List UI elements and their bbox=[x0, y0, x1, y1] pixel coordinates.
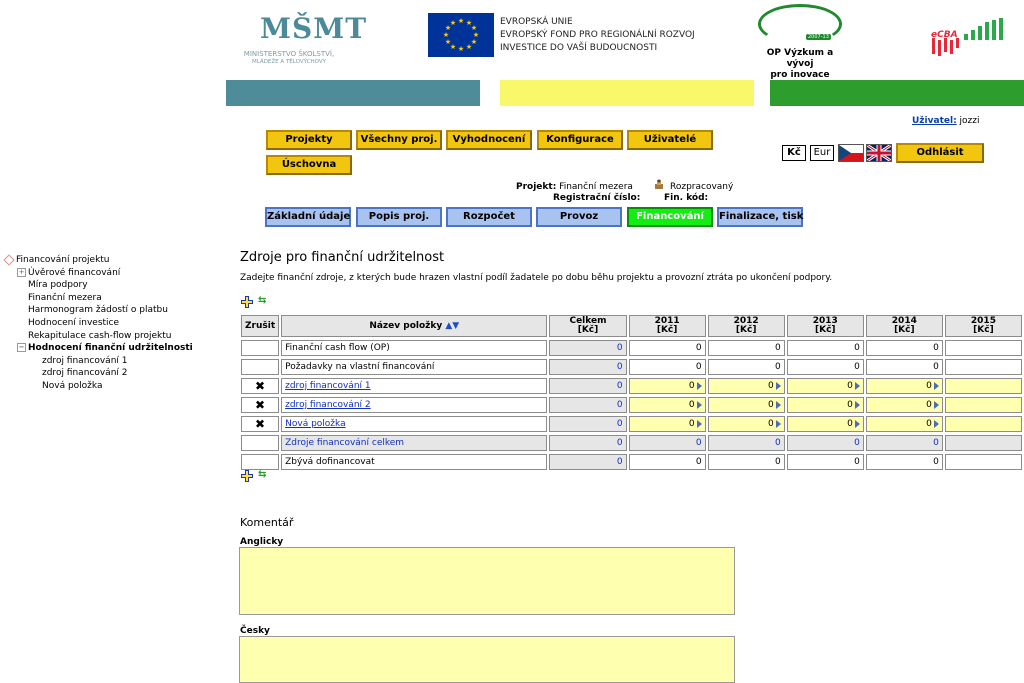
msmt-mark: MŠMT bbox=[260, 12, 368, 45]
year-value: 0 bbox=[688, 419, 695, 429]
tab-finalizace-tisk[interactable]: Finalizace, tisk bbox=[717, 207, 803, 227]
eu-flag-icon bbox=[428, 13, 494, 57]
tree-item-label: Rekapitulace cash-flow projektu bbox=[28, 330, 172, 341]
delete-cell bbox=[241, 340, 279, 356]
expand-arrow-icon[interactable] bbox=[855, 420, 860, 428]
uk-flag-icon[interactable] bbox=[866, 144, 892, 162]
svg-text:★: ★ bbox=[472, 31, 480, 39]
year-value: 0 bbox=[708, 435, 785, 451]
col-year-label: 2013 bbox=[812, 316, 838, 326]
year-value: 0 bbox=[767, 381, 774, 391]
col-unit: [Kč] bbox=[735, 325, 757, 335]
year-input[interactable] bbox=[866, 416, 943, 432]
col-year-header bbox=[866, 315, 943, 337]
col-year-label: 2014 bbox=[891, 316, 917, 326]
col-unit: [Kč] bbox=[577, 325, 599, 335]
tree-item-label: Nová položka bbox=[42, 380, 103, 391]
year-value: 0 bbox=[787, 454, 864, 470]
sort-arrows-icon[interactable]: ▲▼ bbox=[445, 320, 460, 331]
tree-item[interactable] bbox=[4, 279, 193, 292]
svg-text:★: ★ bbox=[465, 43, 473, 51]
tree-item[interactable] bbox=[4, 304, 193, 317]
english-comment-input[interactable] bbox=[239, 547, 735, 615]
tree-item[interactable] bbox=[4, 330, 193, 343]
expand-arrow-icon[interactable] bbox=[697, 420, 702, 428]
year-input[interactable] bbox=[787, 378, 864, 394]
delete-cell bbox=[241, 435, 279, 451]
expand-arrow-icon[interactable] bbox=[776, 401, 781, 409]
tree-item[interactable] bbox=[4, 292, 193, 305]
currency-eur-button[interactable]: Eur bbox=[810, 145, 834, 161]
tree-item-label: zdroj financování 1 bbox=[42, 355, 128, 366]
year-input[interactable] bbox=[629, 378, 706, 394]
project-status: Rozpracovaný bbox=[670, 182, 734, 192]
year-value bbox=[945, 340, 1022, 356]
tree-root-label: Financování projektu bbox=[16, 255, 110, 265]
year-value: 0 bbox=[629, 340, 706, 356]
tree-item-label: Finanční mezera bbox=[28, 292, 102, 303]
col-name-label: Název položky bbox=[369, 320, 443, 331]
eu-text bbox=[500, 16, 695, 55]
col-total-header bbox=[549, 315, 626, 337]
svg-text:★: ★ bbox=[444, 38, 452, 46]
year-value: 0 bbox=[866, 359, 943, 375]
msmt-line2: MLÁDEŽE A TĚLOVÝCHOVY bbox=[252, 59, 326, 65]
czech-comment-input[interactable] bbox=[239, 636, 735, 683]
page-title: Zdroje pro finanční udržitelnost bbox=[240, 250, 445, 265]
col-delete-header: Zrušit bbox=[241, 315, 279, 337]
table-row bbox=[241, 416, 1022, 432]
header-bar-green bbox=[770, 80, 1024, 106]
col-unit: [Kč] bbox=[656, 325, 678, 335]
row-total: 0 bbox=[549, 454, 626, 470]
col-unit: [Kč] bbox=[894, 325, 915, 335]
nav-vsechny-button[interactable]: Všechny proj. bbox=[356, 130, 442, 150]
table-row bbox=[241, 378, 1022, 394]
header-bar-yellow bbox=[500, 80, 754, 106]
tree-item-label: zdroj financování 2 bbox=[42, 368, 128, 379]
table-row bbox=[241, 435, 1022, 451]
op-line1: OP Výzkum a vývoj bbox=[766, 48, 834, 69]
ecba-logo bbox=[930, 18, 1014, 58]
op-text bbox=[752, 48, 848, 81]
row-name: Zdroje financování celkem bbox=[281, 435, 547, 451]
year-value: 0 bbox=[629, 435, 706, 451]
status-icon bbox=[654, 179, 664, 193]
tree-item[interactable] bbox=[4, 317, 193, 330]
col-year-label: 2012 bbox=[733, 316, 759, 326]
tab-financovani[interactable]: Financování bbox=[627, 207, 713, 227]
expand-arrow-icon[interactable] bbox=[776, 382, 781, 390]
col-year-header bbox=[708, 315, 785, 337]
reg-number-label: Registrační číslo: bbox=[553, 193, 641, 203]
row-name bbox=[281, 397, 547, 413]
comment-title: Komentář bbox=[240, 516, 294, 529]
nav-vyhodnoceni-button[interactable]: Vyhodnocení bbox=[446, 130, 532, 150]
row-total: 0 bbox=[549, 397, 626, 413]
row-link[interactable]: zdroj financování 1 bbox=[285, 381, 371, 391]
svg-text:★: ★ bbox=[470, 38, 478, 46]
delete-cell bbox=[241, 359, 279, 375]
header-bar-teal bbox=[226, 80, 480, 106]
year-value: 0 bbox=[787, 340, 864, 356]
logout-button[interactable]: Odhlásit bbox=[896, 143, 984, 163]
tab-popis-proj[interactable]: Popis proj. bbox=[356, 207, 442, 227]
svg-text:★: ★ bbox=[465, 19, 473, 27]
year-value: 0 bbox=[926, 419, 932, 429]
year-input[interactable] bbox=[629, 416, 706, 432]
expand-arrow-icon[interactable] bbox=[934, 401, 939, 409]
table-row bbox=[241, 454, 1022, 470]
col-name-header[interactable] bbox=[281, 315, 547, 337]
year-input[interactable] bbox=[866, 397, 943, 413]
financing-table bbox=[239, 312, 1024, 473]
tree-item-label: Míra podpory bbox=[28, 280, 88, 291]
tree-item-label: Hodnocení finanční udržitelnosti bbox=[28, 343, 193, 354]
col-year-header bbox=[629, 315, 706, 337]
user-name: jozzi bbox=[959, 116, 980, 126]
ecba-text: eCBA bbox=[931, 30, 958, 40]
expand-arrow-icon[interactable] bbox=[934, 420, 939, 428]
tab-zakladni-udaje[interactable]: Základní údaje bbox=[265, 207, 351, 227]
year-value: 0 bbox=[629, 454, 706, 470]
refresh-icon[interactable]: ⇆ bbox=[258, 469, 267, 480]
nav-uschovna-button[interactable]: Úschovna bbox=[266, 155, 352, 175]
year-value: 0 bbox=[866, 340, 943, 356]
op-line2: pro inovace bbox=[770, 70, 830, 80]
expand-arrow-icon[interactable] bbox=[697, 401, 702, 409]
row-name: Požadavky na vlastní financování bbox=[281, 359, 547, 375]
row-name: Finanční cash flow (OP) bbox=[281, 340, 547, 356]
year-value bbox=[945, 435, 1022, 451]
delete-row-icon[interactable]: ✖ bbox=[241, 416, 279, 432]
year-value: 0 bbox=[787, 359, 864, 375]
sidebar-tree bbox=[4, 254, 193, 393]
project-label: Projekt: bbox=[516, 182, 557, 192]
user-info bbox=[912, 116, 980, 126]
svg-text:★: ★ bbox=[457, 17, 465, 25]
year-value: 0 bbox=[708, 359, 785, 375]
op-years: 2007-13 bbox=[808, 34, 829, 40]
czech-label: Česky bbox=[240, 626, 270, 636]
add-row-icon[interactable] bbox=[241, 470, 253, 482]
row-name bbox=[281, 416, 547, 432]
year-value: 0 bbox=[847, 400, 853, 410]
intro-text: Zadejte finanční zdroje, z kterých bude hrazen vlastní podíl žadatele po dobu běhu projektu a provozní ztráta po ukončení podpory. bbox=[240, 273, 833, 283]
col-total-label: Celkem bbox=[569, 316, 607, 326]
delete-row-icon[interactable]: ✖ bbox=[241, 397, 279, 413]
nav-projekty-button[interactable]: Projekty bbox=[266, 130, 352, 150]
tree-root-icon bbox=[3, 254, 14, 265]
year-value: 0 bbox=[767, 400, 774, 410]
col-year-label: 2015 bbox=[970, 316, 996, 326]
currency-czk-button[interactable]: Kč bbox=[782, 145, 806, 161]
year-input[interactable] bbox=[708, 397, 785, 413]
row-link[interactable]: Nová položka bbox=[285, 419, 346, 429]
year-input[interactable] bbox=[945, 416, 1022, 432]
row-total: 0 bbox=[549, 340, 626, 356]
eu-line: INVESTICE DO VAŠÍ BUDOUCNOSTI bbox=[500, 43, 658, 53]
czech-flag-icon[interactable] bbox=[838, 144, 864, 162]
svg-text:★: ★ bbox=[449, 19, 457, 27]
project-info bbox=[516, 182, 633, 192]
year-value bbox=[945, 359, 1022, 375]
tree-root[interactable] bbox=[4, 254, 193, 267]
col-unit: [Kč] bbox=[814, 325, 836, 335]
year-input[interactable] bbox=[945, 378, 1022, 394]
col-year-header bbox=[945, 315, 1022, 337]
year-value: 0 bbox=[847, 419, 853, 429]
expand-icon[interactable]: + bbox=[18, 267, 25, 276]
add-row-icon[interactable] bbox=[241, 296, 253, 308]
svg-text:★: ★ bbox=[470, 24, 478, 32]
nav-uzivatele-button[interactable]: Uživatelé bbox=[627, 130, 713, 150]
table-row bbox=[241, 397, 1022, 413]
year-input[interactable] bbox=[787, 397, 864, 413]
year-value: 0 bbox=[847, 381, 853, 391]
tab-provoz[interactable]: Provoz bbox=[536, 207, 622, 227]
msmt-logo bbox=[228, 8, 368, 68]
year-input[interactable] bbox=[708, 416, 785, 432]
year-value: 0 bbox=[926, 400, 932, 410]
fin-code-label: Fin. kód: bbox=[664, 193, 709, 203]
table-row bbox=[241, 359, 1022, 375]
project-name: Finanční mezera bbox=[559, 182, 633, 192]
year-input[interactable] bbox=[866, 378, 943, 394]
nav-konfigurace-button[interactable]: Konfigurace bbox=[537, 130, 623, 150]
year-input[interactable] bbox=[629, 397, 706, 413]
tree-item[interactable] bbox=[4, 367, 193, 380]
tree-item-label: Harmonogram žádostí o platbu bbox=[28, 305, 168, 316]
year-value: 0 bbox=[688, 400, 695, 410]
tree-item-label: Hodnocení investice bbox=[28, 317, 120, 328]
year-value: 0 bbox=[708, 340, 785, 356]
expand-arrow-icon[interactable] bbox=[934, 382, 939, 390]
year-value: 0 bbox=[767, 419, 774, 429]
year-value: 0 bbox=[866, 454, 943, 470]
col-year-header bbox=[787, 315, 864, 337]
year-input[interactable] bbox=[945, 397, 1022, 413]
expand-arrow-icon[interactable] bbox=[855, 401, 860, 409]
op-vavpi-logo bbox=[752, 4, 848, 80]
svg-text:★: ★ bbox=[457, 45, 465, 53]
tree-item-label: Úvěrové financování bbox=[28, 267, 121, 278]
row-total: 0 bbox=[549, 378, 626, 394]
year-input[interactable] bbox=[787, 416, 864, 432]
row-name bbox=[281, 378, 547, 394]
row-name: Zbývá dofinancovat bbox=[281, 454, 547, 470]
year-value: 0 bbox=[688, 381, 695, 391]
year-value: 0 bbox=[866, 435, 943, 451]
tree-item-active[interactable] bbox=[4, 342, 193, 355]
svg-text:★: ★ bbox=[444, 24, 452, 32]
expand-arrow-icon[interactable] bbox=[776, 420, 781, 428]
row-total: 0 bbox=[549, 435, 626, 451]
year-value: 0 bbox=[629, 359, 706, 375]
eu-line: EVROPSKÁ UNIE bbox=[500, 17, 573, 27]
year-value: 0 bbox=[926, 381, 932, 391]
row-total: 0 bbox=[549, 359, 626, 375]
expand-arrow-icon[interactable] bbox=[697, 382, 702, 390]
expand-arrow-icon[interactable] bbox=[855, 382, 860, 390]
delete-cell bbox=[241, 454, 279, 470]
row-link[interactable]: zdroj financování 2 bbox=[285, 400, 371, 410]
year-value: 0 bbox=[787, 435, 864, 451]
delete-row-icon[interactable]: ✖ bbox=[241, 378, 279, 394]
user-link[interactable]: Uživatel: bbox=[912, 116, 957, 126]
tab-rozpocet[interactable]: Rozpočet bbox=[446, 207, 532, 227]
year-value bbox=[945, 454, 1022, 470]
tree-item[interactable] bbox=[4, 267, 193, 280]
svg-text:★: ★ bbox=[442, 31, 450, 39]
tree-item[interactable] bbox=[4, 355, 193, 368]
table-row bbox=[241, 340, 1022, 356]
refresh-icon[interactable]: ⇆ bbox=[258, 295, 267, 306]
eu-line: EVROPSKÝ FOND PRO REGIONÁLNÍ ROZVOJ bbox=[500, 30, 695, 40]
svg-text:★: ★ bbox=[449, 43, 457, 51]
row-total: 0 bbox=[549, 416, 626, 432]
tree-item[interactable] bbox=[4, 380, 193, 393]
english-label: Anglicky bbox=[240, 537, 284, 547]
collapse-icon[interactable]: − bbox=[18, 343, 25, 352]
col-unit: [Kč] bbox=[973, 325, 994, 335]
year-input[interactable] bbox=[708, 378, 785, 394]
year-value: 0 bbox=[708, 454, 785, 470]
msmt-line1: MINISTERSTVO ŠKOLSTVÍ, bbox=[243, 50, 335, 58]
col-year-label: 2011 bbox=[654, 316, 680, 326]
